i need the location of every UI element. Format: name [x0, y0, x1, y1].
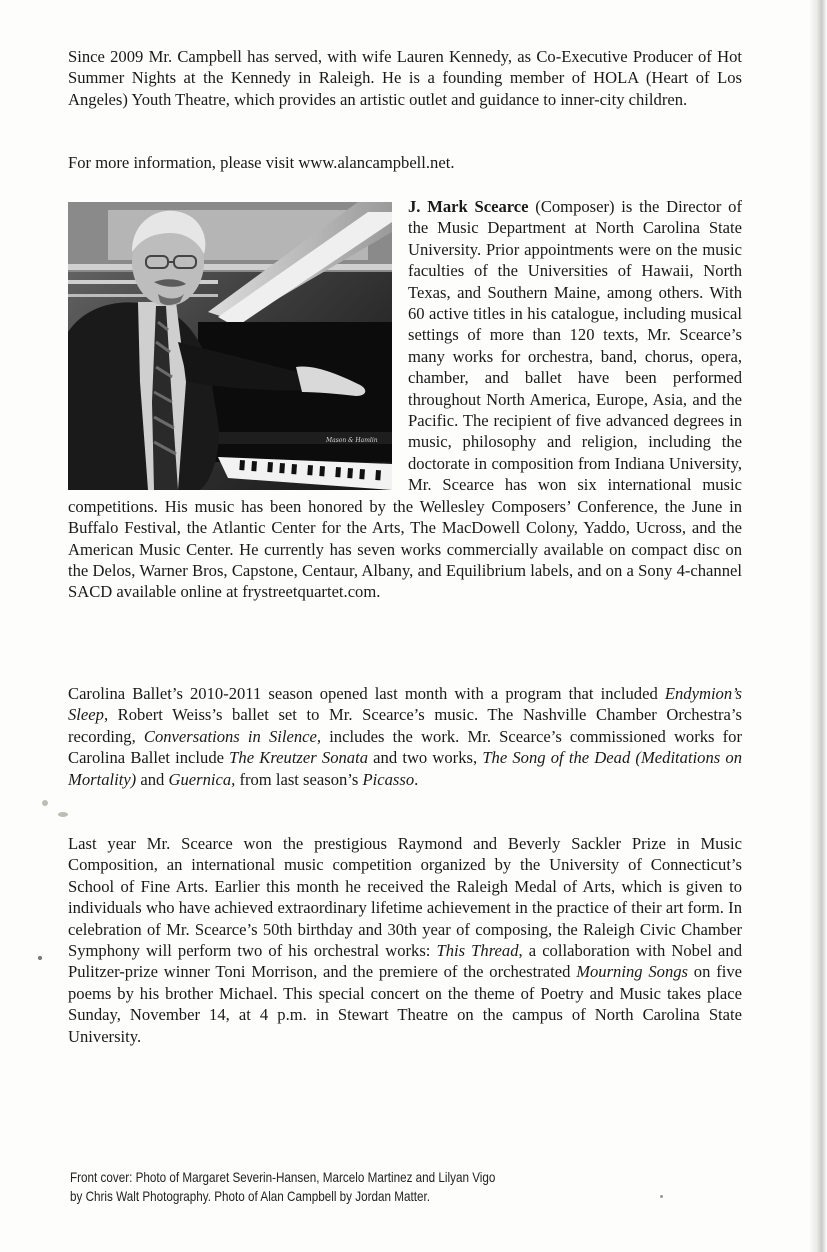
work-title: Mourning Songs — [576, 962, 689, 982]
piano-brand-label: Mason & Hamlin — [326, 437, 378, 444]
carolina-ballet-paragraph — [68, 683, 742, 790]
text-run: Last year Mr. Scearce won the prestigious Raymond and Beverly Sackler Prize in Music Composition, an international music competition organized by the University of Connecticut’s School of Fine Arts. Earlier this month he received the Raleigh Medal of Arts, which is given to individuals who have achieved extraordinary lifetime achievement in the practice of their art form. In celebration of Mr. Scearce’s 50th birthday and 30th year of composing, the Raleigh Civic Chamber Symphony will perform two of his orchestral works: — [68, 834, 742, 961]
text-run: and — [136, 769, 169, 789]
composer-bio-text: (Composer) is the Director of the Music Department at North Carolina State University. Prior appointments were on the music faculties of the Universities of Hawaii, North Texas, and Southern Maine, among others. With 60 active titles in his catalogue, including musical settings of more than 120 texts, Mr. Scearce’s many works for orchestra, band, chorus, opera, chamber, and ballet have been performed throughout North America, Europe, Asia, and the Pacific. The recipient of five advanced degrees in music, philosophy and religion, including the doctorate in composition from Indiana University, Mr. Scearce has won six international music competitions. His music has been honored by the Wellesley Composers’ Conference, the June in Buffalo Festival, the Atlantic Center for the Arts, The MacDowell Colony, Yaddo, Ucross, and the American Music Center. He currently has seven works commercially available on compact disc on the Delos, Warner Bros, Capstone, Centaur, Albany, and Equilibrium labels, and on a Sony 4-channel SACD available online at frystreetquartet.com. — [68, 197, 742, 602]
paper-speck — [58, 812, 68, 817]
work-title: Conversations in Silence, — [143, 726, 322, 746]
credit-line-1: Front cover: Photo of Margaret Severin-Hansen, Marcelo Martinez and Lilyan Vigo — [70, 1170, 496, 1185]
paper-speck — [38, 956, 42, 960]
text-run: includes the work. Mr. Scearce’s commissioned works for Carolina Ballet include — [68, 726, 743, 768]
work-title: The Kreutzer Sonata — [229, 748, 368, 768]
credit-line-2: by Chris Walt Photography. Photo of Alan Campbell by Jordan Matter. — [70, 1189, 431, 1204]
text-run: , Robert Weiss’s ballet set to Mr. Scearce’s music. The Nashville Chamber Orchestra’s recording, — [68, 705, 742, 746]
text-run: Carolina Ballet’s 2010-2011 season opened last month with a program that included — [68, 684, 665, 703]
scearce-bio-block — [68, 196, 742, 603]
work-title: The Song of the Dead (Meditations on Mortality) — [68, 748, 743, 789]
page-edge — [809, 0, 827, 1252]
composer-photo — [68, 202, 392, 490]
more-info-paragraph: For more information, please visit www.alancampbell.net. — [68, 153, 455, 172]
work-title: Endymion’s Sleep — [68, 684, 742, 725]
photo-credits — [70, 1168, 586, 1206]
campbell-bio-paragraph: Since 2009 Mr. Campbell has served, with wife Lauren Kennedy, as Co-Executive Producer of Hot Summer Nights at the Kennedy in Raleigh. He is a founding member of HOLA (Heart of Los Angeles) Youth Theatre, which provides an artistic outlet and guidance to inner-city children. — [68, 47, 742, 109]
text-run: from last season’s — [235, 769, 363, 789]
paper-speck — [660, 1195, 663, 1198]
work-title: Guernica, — [168, 769, 236, 789]
text-run: . — [414, 769, 419, 789]
work-title: Picasso — [362, 769, 415, 789]
sackler-prize-paragraph — [68, 833, 742, 1047]
composer-name: J. Mark Scearce — [408, 197, 529, 216]
text-run: and two works, — [368, 748, 483, 768]
paper-speck — [42, 800, 48, 806]
text-run: , a collaboration with Nobel and Pulitzer-prize winner Toni Morrison, and the premiere of the orchestrated — [68, 941, 742, 982]
text-run: on five poems by his brother Michael. This special concert on the theme of Poetry and Music takes place Sunday, November 14, at 4 p.m. in Stewart Theatre on the campus of North Carolina State University. — [68, 962, 743, 1046]
work-title: This Thread — [436, 941, 519, 961]
